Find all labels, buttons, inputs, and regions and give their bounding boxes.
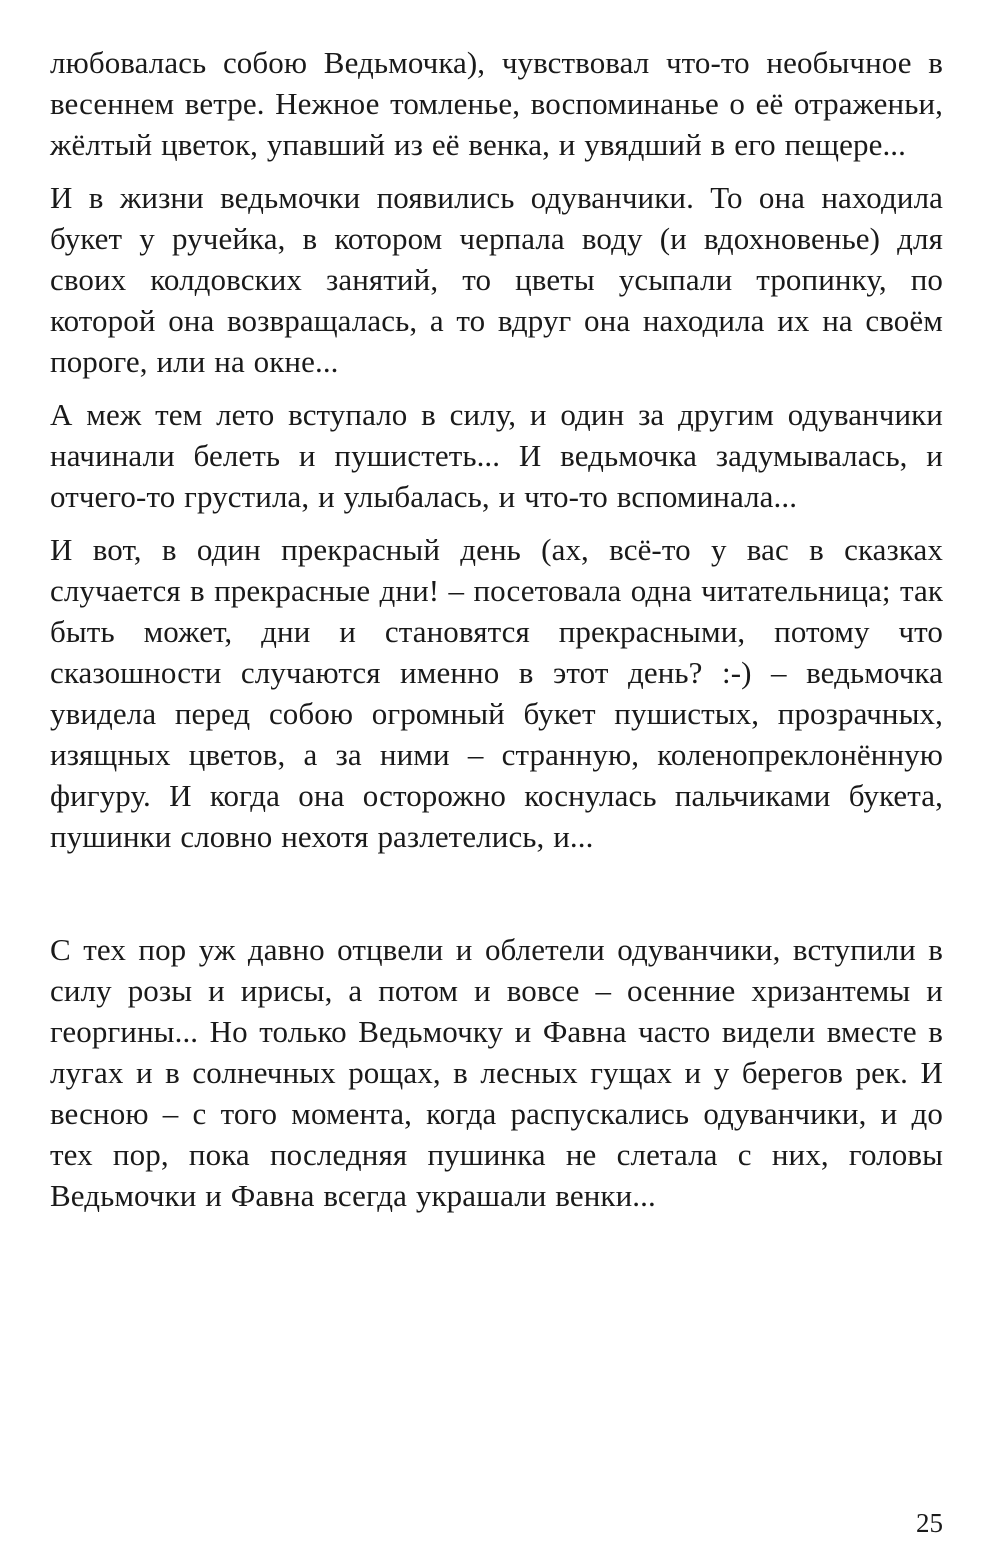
paragraph-4: И вот, в один прекрасный день (ах, всё-то у вас в сказках случается в прекрасные дни! – посетовала одна читательница; так быть может, дни и становятся прекрасными, потому что сказошности случаются именно в этот день? :-) – ведьмочка увидела перед собою огромный букет пушистых, прозрачных, изящных цветов, а за ними – странную, коленопреклонённую фигуру. И когда она осторожно коснулась пальчиками букета, пушинки словно нехотя разлетелись, и... <box>50 532 943 854</box>
paragraph-1: любовалась собою Ведьмочка), чувствовал что-то необычное в весеннем ветре. Нежное томленье, воспоминанье о её отраженьи, жёлтый цветок, упавший из её венка, и увядший в его пещере... <box>50 45 943 162</box>
paragraph-5: С тех пор уж давно отцвели и облетели одуванчики, вступили в силу розы и ирисы, а потом и вовсе – осенние хризантемы и георгины... Но только Ведьмочку и Фавна часто видели вместе в лугах и в солнечных рощах, в лесных гущах и у берегов рек. И весною – с того момента, когда распускались одуванчики, и до тех пор, пока последняя пушинка не слетала с них, головы Ведьмочки и Фавна всегда украшали венки... <box>50 932 943 1213</box>
page-number: 25 <box>916 1508 943 1538</box>
paragraph-2: И в жизни ведьмочки появились одуванчики. То она находила букет у ручейка, в котором черпала воду (и вдохновенье) для своих колдовских занятий, то цветы усыпали тропинку, по которой она возвращалась, а то вдруг она находила их на своём пороге, или на окне... <box>50 180 943 379</box>
body-text <box>50 42 943 1228</box>
paragraph-3: А меж тем лето вступало в силу, и один за другим одуванчики начинали белеть и пушистеть... И ведьмочка задумывалась, и отчего-то грустила, и улыбалась, и что-то вспоминала... <box>50 397 943 514</box>
